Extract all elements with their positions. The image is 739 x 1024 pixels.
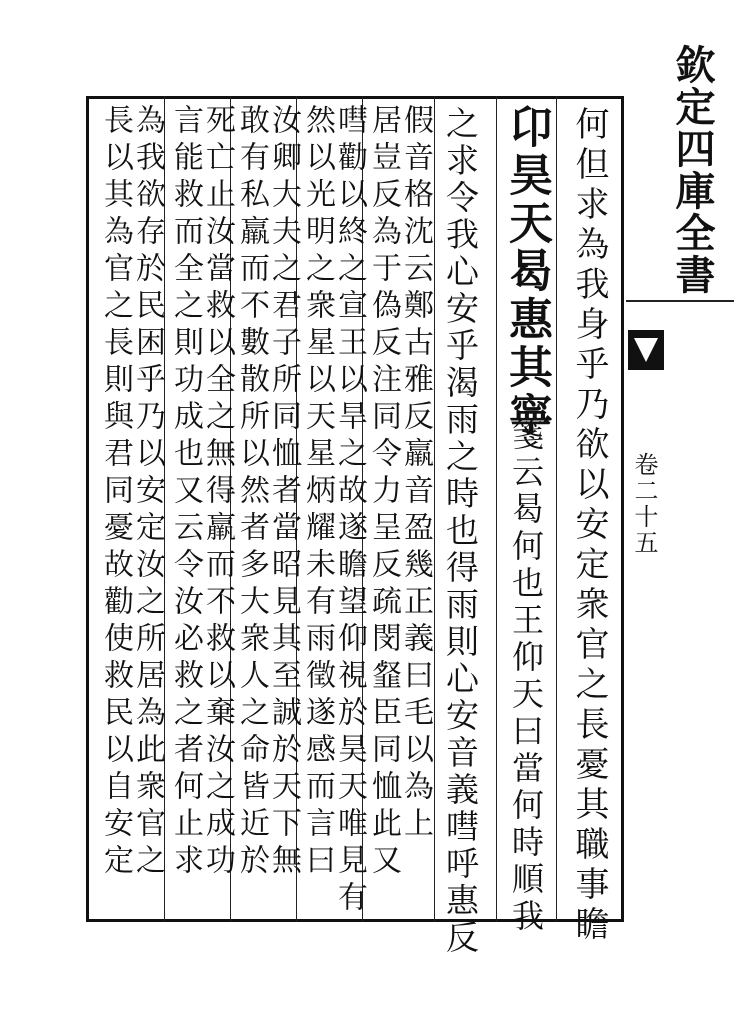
commentary-line: 然以光明之衆星以天星炳耀未有雨徵遂感而言曰: [300, 104, 335, 881]
text-column-2-note: 箋云曷何也王仰天曰當何時順我: [507, 418, 545, 936]
commentary-line: 敢有私羸而不數散所以然者多大衆人之命皆近於: [234, 104, 269, 881]
text-column-3: 之求令我心安乎渴雨之時也得雨則心安音義嘒呼惠反: [441, 106, 480, 957]
commentary-line: 居豈反為于偽反注同令力呈反疏閔韰臣同恤此又: [366, 104, 401, 881]
text-column-2-verse: 卬昊天曷惠其寧: [501, 104, 552, 440]
commentary-line: 長以其為官之長則與君同憂故勸使救民以自安定: [98, 104, 133, 881]
commentary-line: 嘒勸以終之宣王以旱之故遂瞻望仰視於昊天唯見有: [332, 104, 367, 918]
commentary-line: 假音格沈云鄭古雅反羸音盈幾正義曰毛以為上: [398, 104, 433, 844]
column-rule: [496, 96, 497, 922]
commentary-column-7: [168, 104, 235, 881]
book-title: 欽定四庫全書: [669, 44, 716, 296]
commentary-line: 為我欲存於民困乎乃以安定汝之所居為此衆官之: [130, 104, 165, 881]
column-rule: [556, 96, 557, 922]
commentary-column-4: [366, 104, 433, 881]
commentary-column-8: [98, 104, 165, 881]
fishtail-ornament-icon: [628, 330, 664, 370]
commentary-line: 死亡止汝當救以全之無得羸而不救以棄汝之成功: [200, 104, 235, 881]
commentary-line: 言能救而全之則功成也又云令汝必救之者何止求: [168, 104, 203, 881]
commentary-line: 汝卿大夫之君子所同恤者當昭見其至誠於天下無: [266, 104, 301, 881]
volume-number: 卷二十五: [630, 452, 658, 556]
text-column-1: 何但求為我身乎乃欲以安定衆官之長憂其職事瞻: [569, 106, 609, 946]
margin-divider: [626, 300, 734, 302]
column-rule: [434, 96, 435, 922]
commentary-column-5: [300, 104, 367, 918]
commentary-column-6: [234, 104, 301, 881]
